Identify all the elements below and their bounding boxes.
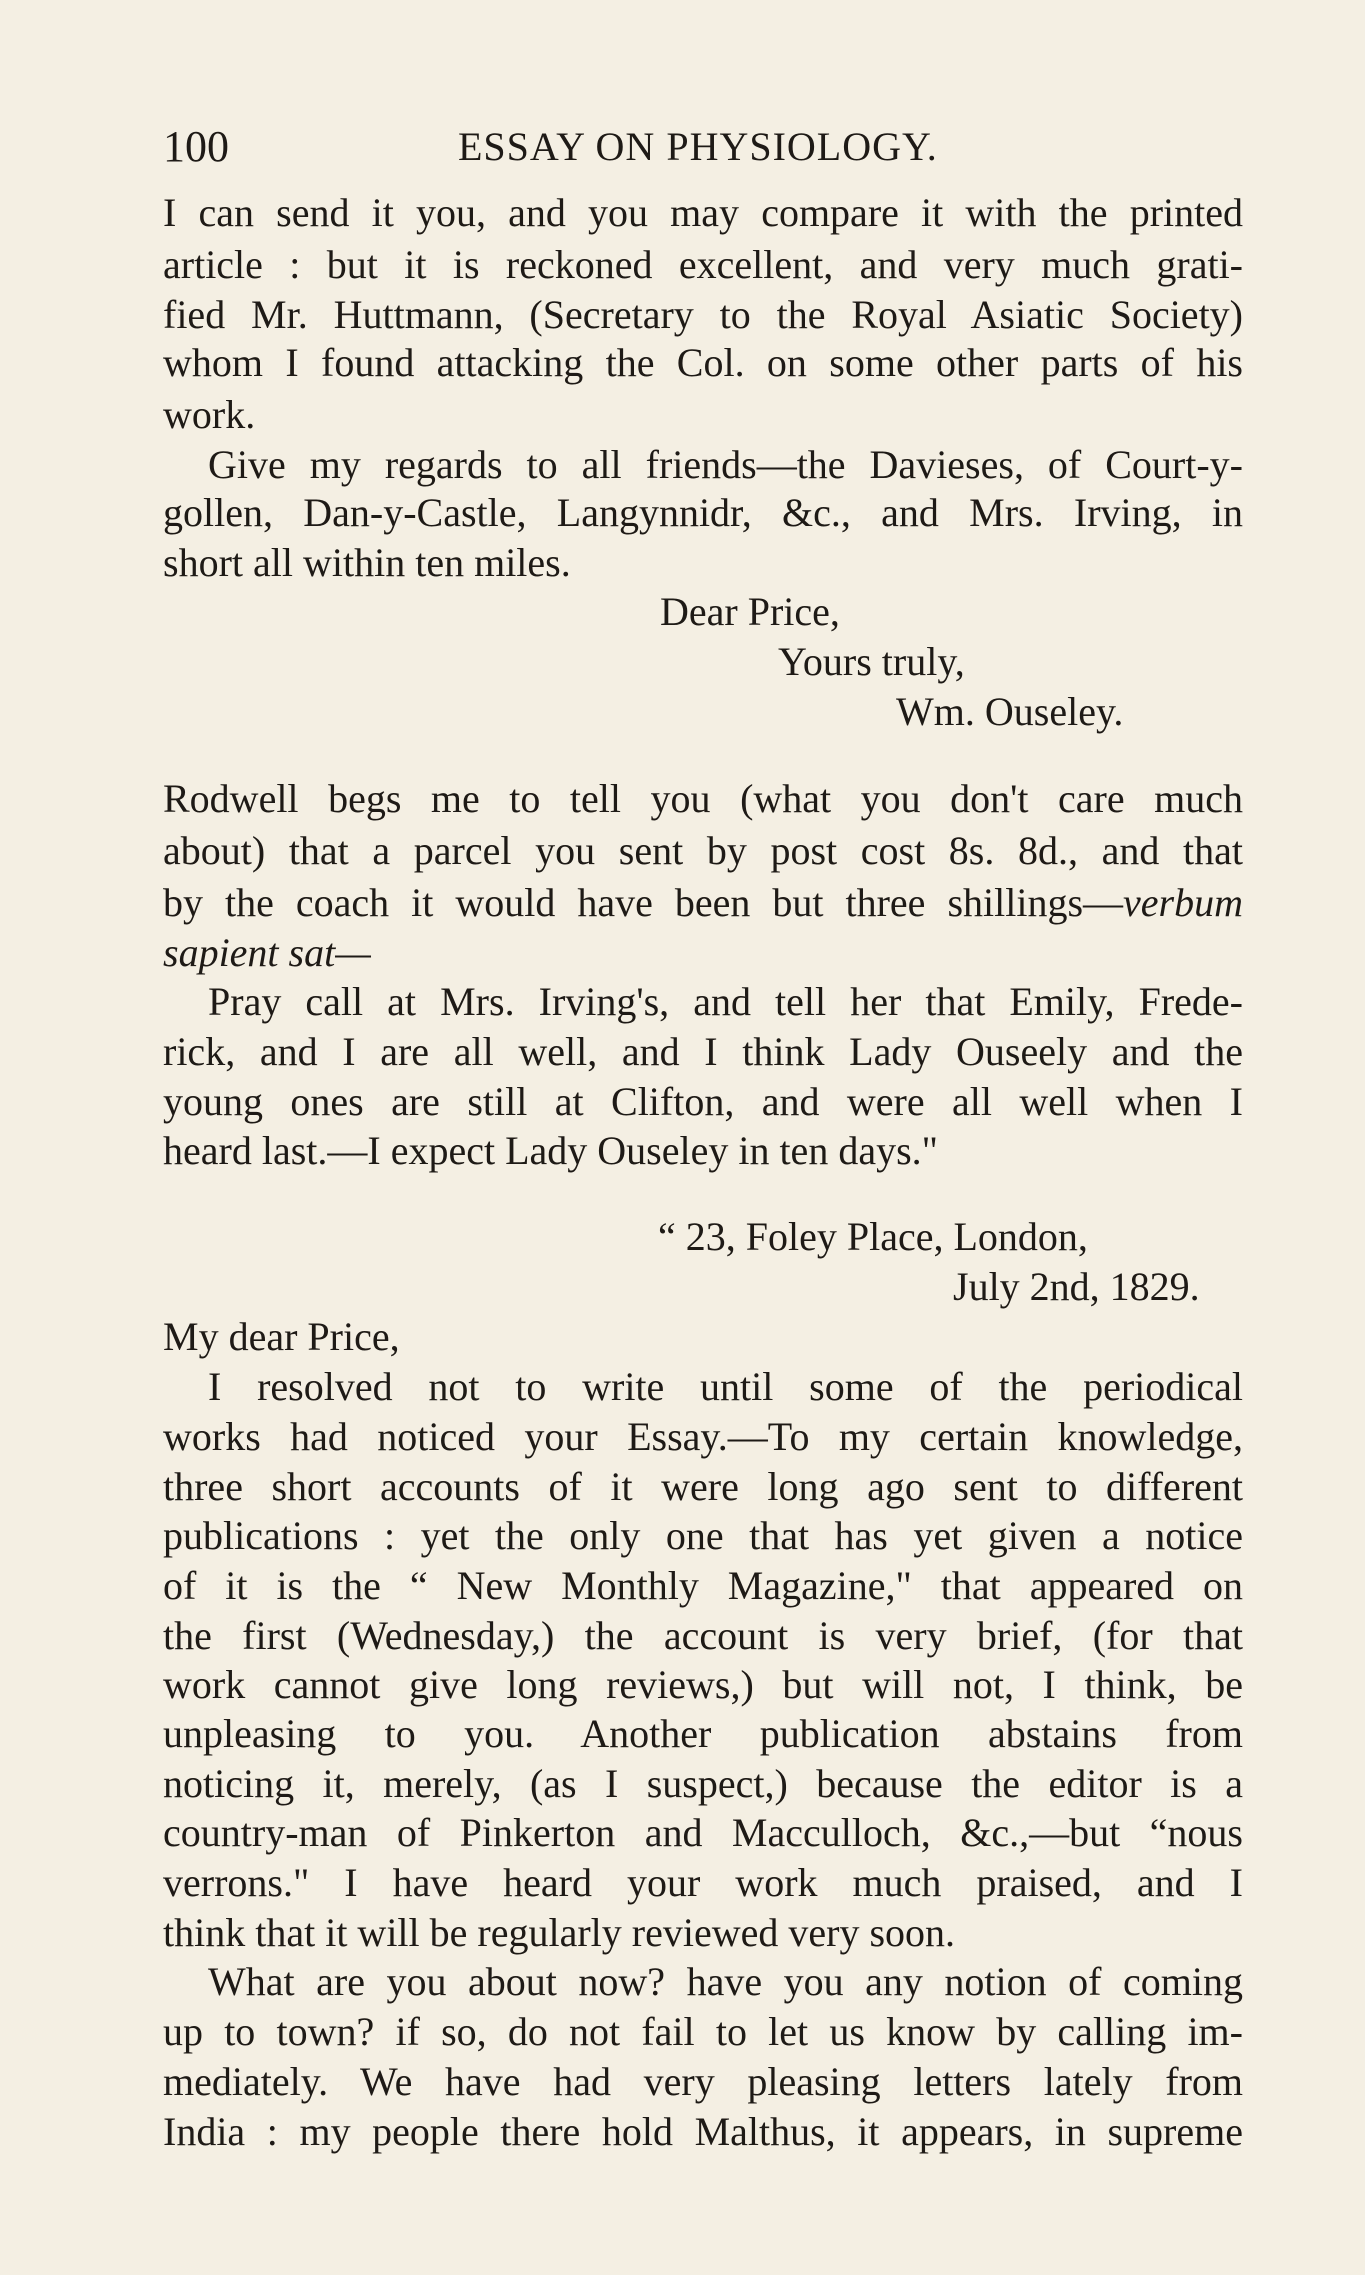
text-line: the first (Wednesday,) the account is very brief, (for that: [163, 1613, 1243, 1658]
text-line: gollen, Dan-y-Castle, Langynnidr, &c., and Mrs. Irving, in: [163, 490, 1243, 535]
text-line: young ones are still at Clifton, and were all well when I: [163, 1079, 1243, 1124]
text-line: rick, and I are all well, and I think Lady Ouseely and the: [163, 1029, 1243, 1074]
text-line: Rodwell begs me to tell you (what you don't care much: [163, 776, 1243, 821]
text-line: I resolved not to write until some of the periodical: [208, 1364, 1243, 1409]
text-line: article : but it is reckoned excellent, and very much grati-: [163, 242, 1243, 287]
text-line: I can send it you, and you may compare it with the printed: [163, 190, 1243, 235]
page-number: 100: [163, 122, 229, 171]
text-line: whom I found attacking the Col. on some other parts of his: [163, 340, 1243, 385]
text-line: Pray call at Mrs. Irving's, and tell her that Emily, Frede-: [208, 979, 1243, 1024]
text-line: [163, 879, 1243, 927]
letter-salutation: My dear Price,: [163, 1314, 400, 1359]
address-line: “ 23, Foley Place, London,: [658, 1214, 1088, 1259]
text-span: by the coach it would have been but three shillings—: [163, 880, 1124, 925]
text-line: work cannot give long reviews,) but will not, I think, be: [163, 1662, 1243, 1707]
text-line: heard last.—I expect Lady Ouseley in ten days.": [163, 1128, 938, 1173]
italic-text: sapient sat—: [163, 930, 371, 975]
text-line: What are you about now? have you any notion of coming: [208, 1959, 1243, 2004]
signature: Wm. Ouseley.: [896, 689, 1124, 734]
text-line: of it is the “ New Monthly Magazine," that appeared on: [163, 1563, 1243, 1608]
text-line: short all within ten miles.: [163, 540, 571, 585]
text-line: mediately. We have had very pleasing letters lately from: [163, 2059, 1243, 2104]
text-line: think that it will be regularly reviewed very soon.: [163, 1910, 956, 1955]
running-title: ESSAY ON PHYSIOLOGY.: [458, 124, 938, 169]
text-line: verrons." I have heard your work much praised, and I: [163, 1860, 1243, 1905]
date-line: July 2nd, 1829.: [953, 1264, 1200, 1309]
text-line: three short accounts of it were long ago sent to different: [163, 1464, 1243, 1509]
text-line: India : my people there hold Malthus, it appears, in supreme: [163, 2109, 1243, 2154]
text-line: noticing it, merely, (as I suspect,) because the editor is a: [163, 1761, 1243, 1806]
text-line: work.: [163, 392, 256, 437]
text-line: up to town? if so, do not fail to let us know by calling im-: [163, 2009, 1243, 2054]
italic-text: verbum: [1123, 880, 1243, 925]
text-line: works had noticed your Essay.—To my certain knowledge,: [163, 1414, 1243, 1459]
text-line: [163, 929, 371, 977]
closing-valediction: Yours truly,: [778, 639, 965, 684]
text-line: fied Mr. Huttmann, (Secretary to the Royal Asiatic Society): [163, 292, 1243, 337]
text-line: unpleasing to you. Another publication abstains from: [163, 1711, 1243, 1756]
text-line: publications : yet the only one that has yet given a notice: [163, 1513, 1243, 1558]
text-line: country-man of Pinkerton and Macculloch, &c.,—but “nous: [163, 1810, 1243, 1855]
text-line: about) that a parcel you sent by post cost 8s. 8d., and that: [163, 828, 1243, 873]
closing-salutation: Dear Price,: [660, 589, 840, 634]
text-line: Give my regards to all friends—the Davieses, of Court-y-: [208, 442, 1243, 487]
